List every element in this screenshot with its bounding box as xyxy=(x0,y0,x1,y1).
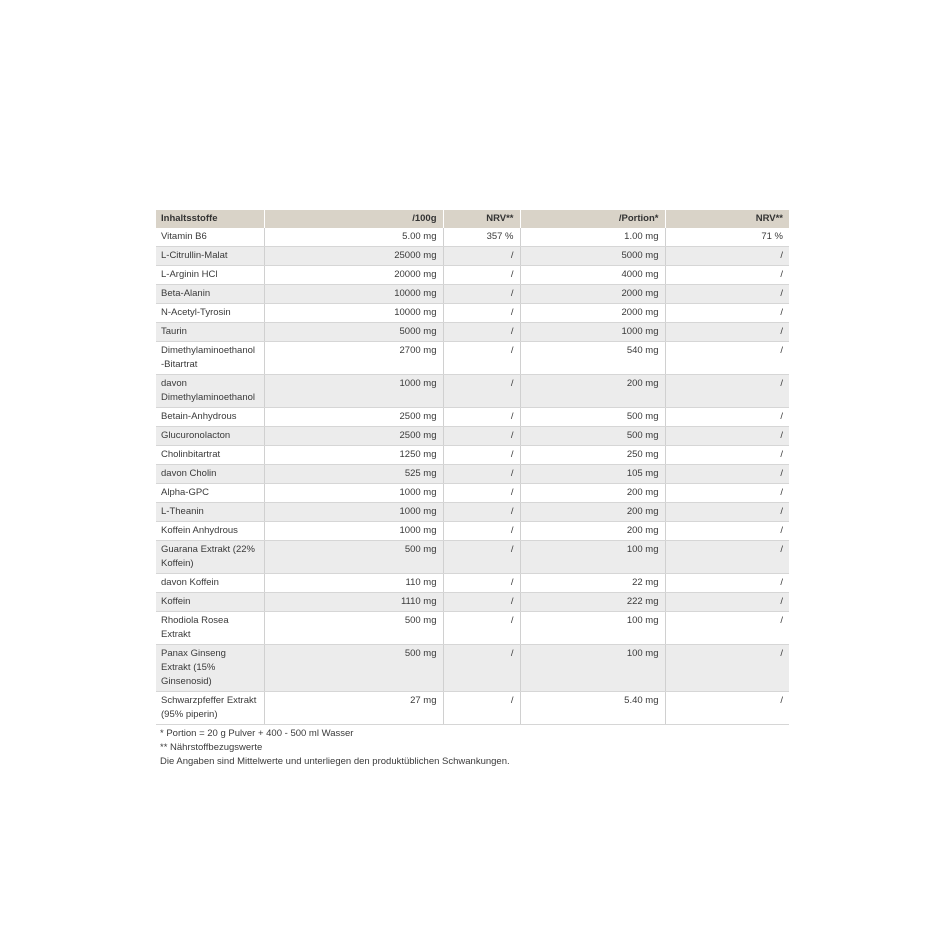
cell-nrv-portion: / xyxy=(665,375,789,408)
table-header xyxy=(156,210,789,228)
cell-ingredient: Taurin xyxy=(156,323,264,342)
cell-nrv-portion: / xyxy=(665,484,789,503)
cell-per-portion: 222 mg xyxy=(520,593,665,612)
footnotes xyxy=(156,727,789,769)
cell-per-portion: 100 mg xyxy=(520,645,665,692)
cell-nrv-100g: / xyxy=(443,541,520,574)
cell-nrv-portion: / xyxy=(665,503,789,522)
cell-per-100g: 1000 mg xyxy=(264,522,443,541)
cell-ingredient: davon Dimethylaminoethanol xyxy=(156,375,264,408)
cell-nrv-100g: / xyxy=(443,342,520,375)
cell-per-100g: 10000 mg xyxy=(264,304,443,323)
cell-per-100g: 500 mg xyxy=(264,612,443,645)
table-row xyxy=(156,503,789,522)
cell-nrv-portion: / xyxy=(665,645,789,692)
cell-per-100g: 525 mg xyxy=(264,465,443,484)
cell-ingredient: Rhodiola Rosea Extrakt xyxy=(156,612,264,645)
cell-per-100g: 5000 mg xyxy=(264,323,443,342)
cell-nrv-100g: / xyxy=(443,484,520,503)
header-ingredients: Inhaltsstoffe xyxy=(156,210,264,228)
table-row xyxy=(156,645,789,692)
cell-per-portion: 500 mg xyxy=(520,408,665,427)
cell-nrv-portion: / xyxy=(665,541,789,574)
header-row xyxy=(156,210,789,228)
header-nrv-100g: NRV** xyxy=(443,210,520,228)
cell-nrv-portion: / xyxy=(665,285,789,304)
cell-nrv-portion: / xyxy=(665,266,789,285)
cell-per-portion: 500 mg xyxy=(520,427,665,446)
cell-ingredient: Koffein xyxy=(156,593,264,612)
footnote-portion: * Portion = 20 g Pulver + 400 - 500 ml Wasser xyxy=(160,728,354,739)
cell-ingredient: L-Theanin xyxy=(156,503,264,522)
cell-nrv-portion: / xyxy=(665,574,789,593)
cell-ingredient: L-Citrullin-Malat xyxy=(156,247,264,266)
table-row xyxy=(156,285,789,304)
cell-nrv-100g: / xyxy=(443,574,520,593)
cell-per-portion: 5.40 mg xyxy=(520,692,665,725)
cell-ingredient: Schwarzpfeffer Extrakt (95% piperin) xyxy=(156,692,264,725)
cell-ingredient: Koffein Anhydrous xyxy=(156,522,264,541)
cell-nrv-portion: / xyxy=(665,612,789,645)
cell-per-100g: 1000 mg xyxy=(264,484,443,503)
table-row xyxy=(156,375,789,408)
footnote-disclaimer: Die Angaben sind Mittelwerte und unterliegen den produktüblichen Schwankungen. xyxy=(160,756,510,767)
cell-per-portion: 2000 mg xyxy=(520,304,665,323)
cell-per-100g: 5.00 mg xyxy=(264,228,443,247)
cell-per-100g: 1250 mg xyxy=(264,446,443,465)
cell-nrv-100g: / xyxy=(443,465,520,484)
cell-ingredient: N-Acetyl-Tyrosin xyxy=(156,304,264,323)
cell-ingredient: Vitamin B6 xyxy=(156,228,264,247)
table-row xyxy=(156,323,789,342)
header-per-portion: /Portion* xyxy=(520,210,665,228)
table-body xyxy=(156,228,789,725)
cell-ingredient: Panax Ginseng Extrakt (15% Ginsenosid) xyxy=(156,645,264,692)
cell-nrv-100g: / xyxy=(443,285,520,304)
cell-nrv-100g: / xyxy=(443,247,520,266)
cell-nrv-100g: / xyxy=(443,645,520,692)
cell-per-100g: 1000 mg xyxy=(264,503,443,522)
table-row xyxy=(156,427,789,446)
table-row xyxy=(156,593,789,612)
cell-nrv-portion: / xyxy=(665,247,789,266)
table-row xyxy=(156,612,789,645)
cell-ingredient: davon Cholin xyxy=(156,465,264,484)
cell-nrv-100g: 357 % xyxy=(443,228,520,247)
cell-per-portion: 200 mg xyxy=(520,503,665,522)
cell-per-100g: 10000 mg xyxy=(264,285,443,304)
cell-ingredient: davon Koffein xyxy=(156,574,264,593)
cell-per-100g: 20000 mg xyxy=(264,266,443,285)
table-row xyxy=(156,304,789,323)
table-row xyxy=(156,446,789,465)
cell-nrv-100g: / xyxy=(443,427,520,446)
cell-per-portion: 1000 mg xyxy=(520,323,665,342)
cell-per-100g: 2500 mg xyxy=(264,427,443,446)
cell-per-portion: 5000 mg xyxy=(520,247,665,266)
cell-nrv-portion: 71 % xyxy=(665,228,789,247)
table-row xyxy=(156,522,789,541)
nutrition-panel xyxy=(156,210,789,769)
cell-per-portion: 200 mg xyxy=(520,484,665,503)
cell-nrv-portion: / xyxy=(665,446,789,465)
cell-ingredient: Dimethylaminoethanol-Bitartrat xyxy=(156,342,264,375)
cell-nrv-portion: / xyxy=(665,593,789,612)
cell-nrv-100g: / xyxy=(443,593,520,612)
cell-nrv-100g: / xyxy=(443,323,520,342)
header-per-100g: /100g xyxy=(264,210,443,228)
cell-ingredient: Glucuronolacton xyxy=(156,427,264,446)
header-nrv-portion: NRV** xyxy=(665,210,789,228)
cell-ingredient: Alpha-GPC xyxy=(156,484,264,503)
cell-per-100g: 500 mg xyxy=(264,645,443,692)
cell-ingredient: Guarana Extrakt (22% Koffein) xyxy=(156,541,264,574)
cell-ingredient: L-Arginin HCl xyxy=(156,266,264,285)
footnote-nrv: ** Nährstoffbezugswerte xyxy=(160,742,263,753)
cell-nrv-portion: / xyxy=(665,427,789,446)
cell-nrv-100g: / xyxy=(443,692,520,725)
cell-nrv-100g: / xyxy=(443,446,520,465)
cell-nrv-100g: / xyxy=(443,375,520,408)
cell-per-100g: 500 mg xyxy=(264,541,443,574)
cell-nrv-portion: / xyxy=(665,323,789,342)
cell-per-portion: 540 mg xyxy=(520,342,665,375)
cell-per-portion: 1.00 mg xyxy=(520,228,665,247)
cell-per-portion: 4000 mg xyxy=(520,266,665,285)
cell-nrv-portion: / xyxy=(665,304,789,323)
table-row xyxy=(156,574,789,593)
ingredients-table xyxy=(156,210,789,725)
cell-nrv-portion: / xyxy=(665,408,789,427)
cell-per-portion: 250 mg xyxy=(520,446,665,465)
cell-per-portion: 100 mg xyxy=(520,612,665,645)
cell-ingredient: Cholinbitartrat xyxy=(156,446,264,465)
cell-per-portion: 200 mg xyxy=(520,375,665,408)
cell-nrv-portion: / xyxy=(665,522,789,541)
cell-per-portion: 2000 mg xyxy=(520,285,665,304)
cell-nrv-100g: / xyxy=(443,503,520,522)
cell-ingredient: Beta-Alanin xyxy=(156,285,264,304)
table-row xyxy=(156,408,789,427)
table-row xyxy=(156,692,789,725)
cell-per-100g: 27 mg xyxy=(264,692,443,725)
cell-nrv-portion: / xyxy=(665,342,789,375)
table-row xyxy=(156,247,789,266)
cell-nrv-portion: / xyxy=(665,692,789,725)
cell-per-100g: 1110 mg xyxy=(264,593,443,612)
cell-per-portion: 200 mg xyxy=(520,522,665,541)
table-row xyxy=(156,342,789,375)
cell-per-portion: 100 mg xyxy=(520,541,665,574)
cell-nrv-portion: / xyxy=(665,465,789,484)
cell-per-100g: 2500 mg xyxy=(264,408,443,427)
cell-per-100g: 2700 mg xyxy=(264,342,443,375)
cell-nrv-100g: / xyxy=(443,304,520,323)
cell-per-portion: 22 mg xyxy=(520,574,665,593)
cell-per-100g: 110 mg xyxy=(264,574,443,593)
cell-nrv-100g: / xyxy=(443,266,520,285)
cell-per-portion: 105 mg xyxy=(520,465,665,484)
cell-ingredient: Betain-Anhydrous xyxy=(156,408,264,427)
table-row xyxy=(156,266,789,285)
cell-nrv-100g: / xyxy=(443,408,520,427)
table-row xyxy=(156,228,789,247)
table-row xyxy=(156,465,789,484)
cell-nrv-100g: / xyxy=(443,612,520,645)
table-row xyxy=(156,484,789,503)
cell-per-100g: 25000 mg xyxy=(264,247,443,266)
table-row xyxy=(156,541,789,574)
cell-per-100g: 1000 mg xyxy=(264,375,443,408)
cell-nrv-100g: / xyxy=(443,522,520,541)
